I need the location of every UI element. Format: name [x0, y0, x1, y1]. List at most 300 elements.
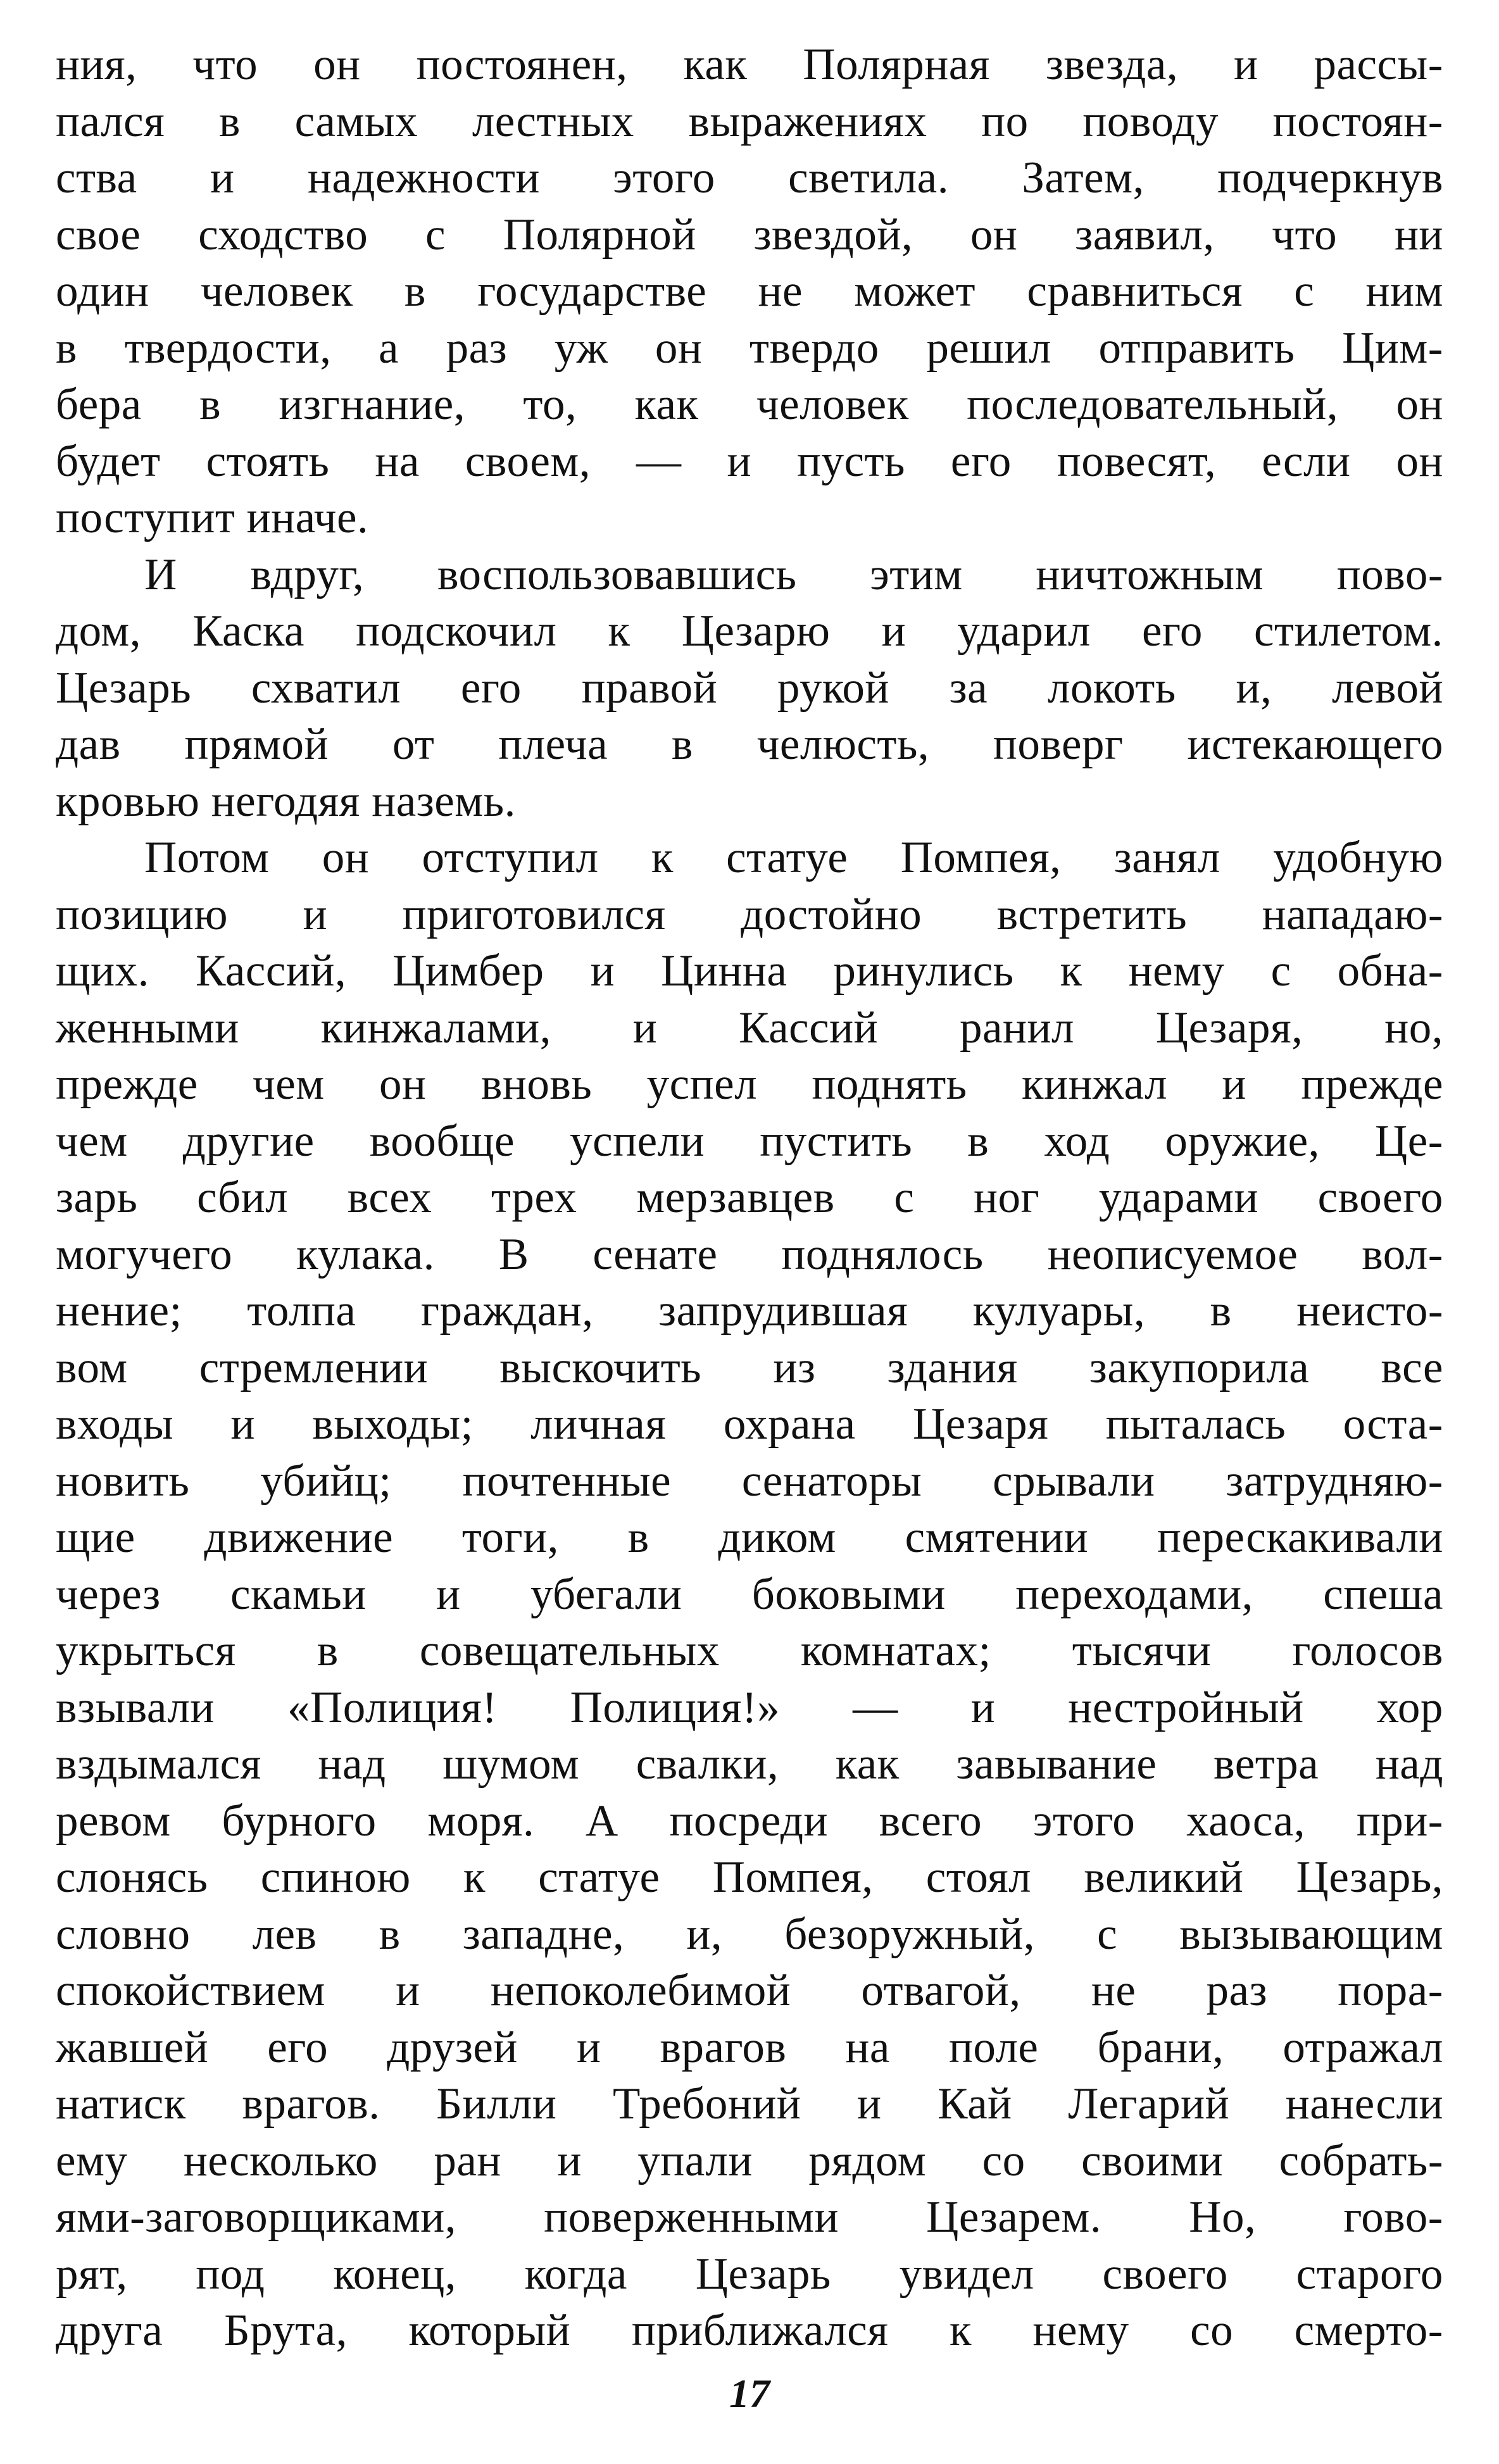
word: заявил,	[1075, 210, 1215, 260]
word: к	[651, 833, 674, 882]
word: позицию	[56, 889, 229, 939]
word: пора-	[1338, 1966, 1443, 2015]
word: не	[1091, 1966, 1136, 2015]
word: в	[56, 323, 78, 373]
word: и	[436, 1569, 461, 1619]
word: поверженными	[544, 2192, 839, 2242]
word: и	[303, 889, 328, 939]
word: раз	[1206, 1966, 1268, 2015]
word: своего	[1102, 2249, 1228, 2299]
word: —	[853, 1682, 898, 1732]
word: вол-	[1362, 1229, 1443, 1279]
word: ударами	[1098, 1173, 1258, 1222]
word: поверг	[993, 720, 1124, 769]
word: диком	[718, 1513, 836, 1562]
word: поводу	[1082, 96, 1219, 146]
text-line: поступит иначе.	[56, 493, 369, 542]
word: щие	[56, 1513, 135, 1562]
word: обна-	[1337, 946, 1443, 996]
word: перескакивали	[1157, 1513, 1443, 1562]
word: ревом	[56, 1796, 171, 1846]
page-body	[56, 37, 1443, 2360]
word: как	[683, 40, 748, 89]
word: кулуары,	[972, 1286, 1146, 1335]
word: сенате	[593, 1229, 718, 1279]
word: безоружный,	[784, 1909, 1036, 1959]
word: Цезаря,	[1155, 1003, 1303, 1053]
text-line	[56, 887, 1443, 944]
word: чем	[253, 1060, 325, 1109]
word: его	[1141, 606, 1203, 656]
word: свое	[56, 210, 141, 260]
word: закупорила	[1089, 1342, 1310, 1392]
word: в	[218, 96, 241, 146]
word: вновь	[480, 1060, 593, 1109]
word: слонясь	[56, 1853, 208, 1902]
text-line	[56, 1396, 1443, 1453]
word: отступил	[422, 833, 599, 882]
word: Полярная	[803, 40, 990, 89]
word: Потом	[144, 833, 270, 882]
word: поднялось	[781, 1229, 984, 1279]
word: в	[404, 266, 426, 316]
word: пыталась	[1105, 1399, 1286, 1449]
word: воспользовавшись	[437, 549, 797, 599]
word: и	[632, 1003, 658, 1053]
word: уж	[554, 323, 608, 373]
word: дом,	[56, 606, 141, 656]
word: статуе	[726, 833, 848, 882]
word: голосов	[1292, 1626, 1443, 1675]
word: отвагой,	[861, 1966, 1021, 2015]
word: увидел	[899, 2249, 1034, 2299]
word: вом	[56, 1342, 128, 1392]
word: то,	[523, 380, 577, 429]
word: Цезарю	[681, 606, 831, 656]
text-line	[56, 1170, 1443, 1227]
word: к	[463, 1853, 486, 1902]
text-line	[56, 1736, 1443, 1793]
word: твердости,	[124, 323, 332, 373]
word: нему	[1128, 946, 1225, 996]
word: врагов	[660, 2022, 787, 2072]
word: и	[881, 606, 906, 656]
word: спокойствием	[56, 1966, 325, 2015]
word: и	[396, 1966, 420, 2015]
word: левой	[1332, 663, 1443, 713]
text-line	[56, 2189, 1443, 2246]
word: могучего	[56, 1229, 233, 1279]
word: человек	[756, 380, 909, 429]
word: западне,	[462, 1909, 625, 1959]
word: старого	[1296, 2249, 1443, 2299]
word: и	[1222, 1060, 1246, 1109]
word: в	[671, 720, 693, 769]
word: этого	[1032, 1796, 1136, 1846]
word: нестройный	[1068, 1682, 1304, 1732]
word: пустить	[760, 1116, 913, 1166]
word: над	[1375, 1739, 1443, 1789]
text-line	[56, 377, 1443, 434]
word: спиною	[260, 1853, 411, 1902]
text-line	[56, 2020, 1443, 2077]
word: и	[970, 1682, 996, 1732]
word: граждан,	[420, 1286, 594, 1335]
word: поле	[948, 2022, 1039, 2072]
word: нанесли	[1285, 2079, 1443, 2129]
word: не	[758, 266, 803, 316]
word: но,	[1384, 1003, 1443, 1053]
word: стремлении	[199, 1342, 429, 1392]
word: спеша	[1323, 1569, 1443, 1619]
word: сравниться	[1027, 266, 1243, 316]
word: Цинна	[661, 946, 787, 996]
word: Кассий	[739, 1003, 879, 1053]
word: подскочил	[356, 606, 557, 656]
word: повесят,	[1057, 436, 1217, 486]
word: моря.	[427, 1796, 535, 1846]
word: твердо	[749, 323, 879, 373]
word: Требоний	[613, 2079, 801, 2129]
word: он	[313, 40, 361, 89]
word: по	[981, 96, 1029, 146]
word: государстве	[477, 266, 707, 316]
word: Цим-	[1342, 323, 1443, 373]
word: входы	[56, 1399, 174, 1449]
word: все	[1381, 1342, 1443, 1392]
text-line	[56, 37, 1443, 94]
word: приготовился	[402, 889, 666, 939]
word: словно	[56, 1909, 191, 1959]
word: встретить	[996, 889, 1188, 939]
word: что	[1272, 210, 1338, 260]
word: завывание	[956, 1739, 1157, 1789]
word: в	[317, 1626, 339, 1675]
text-line	[56, 150, 1443, 207]
word: с	[1294, 266, 1315, 316]
word: Затем,	[1022, 153, 1145, 203]
word: бурного	[222, 1796, 377, 1846]
text-line	[56, 2076, 1443, 2133]
word: и	[857, 2079, 882, 2129]
word: Цезарь	[56, 663, 192, 713]
text-line	[56, 1680, 1443, 1737]
word: ран	[434, 2136, 501, 2186]
word: вообще	[369, 1116, 515, 1166]
text-line	[56, 1793, 1443, 1850]
word: который	[408, 2306, 571, 2355]
text-line	[56, 434, 1443, 491]
word: правой	[581, 663, 718, 713]
word: пусть	[797, 436, 905, 486]
text-line	[56, 1000, 1443, 1057]
word: своими	[1081, 2136, 1224, 2186]
word: при-	[1356, 1796, 1443, 1846]
word: ветра	[1214, 1739, 1319, 1789]
word: один	[56, 266, 149, 316]
word: истекающего	[1187, 720, 1443, 769]
word: Помпея,	[712, 1853, 874, 1902]
word: он	[379, 1060, 427, 1109]
word: почтенные	[462, 1456, 672, 1506]
word: неисто-	[1296, 1286, 1443, 1335]
word: ему	[56, 2136, 128, 2186]
word: поднять	[812, 1060, 967, 1109]
word: стилетом.	[1253, 606, 1443, 656]
word: ни	[1394, 210, 1443, 260]
word: нему	[1032, 2306, 1129, 2355]
word: что	[192, 40, 258, 89]
word: своего	[1317, 1173, 1443, 1222]
word: переходами,	[1015, 1569, 1253, 1619]
word: дав	[56, 720, 121, 769]
word: удобную	[1273, 833, 1443, 882]
word: Помпея,	[900, 833, 1062, 882]
word: всех	[347, 1173, 432, 1222]
text-line	[56, 263, 1443, 320]
word: на	[375, 436, 420, 486]
word: тоги,	[461, 1513, 559, 1562]
word: отправить	[1098, 323, 1295, 373]
word: В	[498, 1229, 529, 1279]
word: своем,	[465, 436, 591, 486]
word: врагов.	[242, 2079, 380, 2129]
word: рукой	[777, 663, 889, 713]
word: Цезарем.	[926, 2192, 1102, 2242]
word: сбил	[197, 1173, 289, 1222]
word: он	[1396, 380, 1443, 429]
word: упали	[637, 2136, 753, 2186]
text-line	[56, 1963, 1443, 2020]
word: как	[835, 1739, 900, 1789]
word: смерто-	[1294, 2306, 1443, 2355]
word: решил	[926, 323, 1051, 373]
word: взывали	[56, 1682, 215, 1732]
word: смятении	[905, 1513, 1089, 1562]
word: к	[949, 2306, 972, 2355]
word: и,	[686, 1909, 723, 1959]
word: собрать-	[1279, 2136, 1443, 2186]
word: Легарий	[1068, 2079, 1230, 2129]
word: женными	[56, 1003, 239, 1053]
word: тысячи	[1072, 1626, 1212, 1675]
text-line	[56, 943, 1443, 1000]
text-line	[56, 1453, 1443, 1510]
word: хаоса,	[1186, 1796, 1306, 1846]
word: рядом	[808, 2136, 927, 2186]
word: и	[576, 2022, 601, 2072]
word: ранил	[959, 1003, 1074, 1053]
text-line	[56, 603, 1443, 660]
word: и,	[1236, 663, 1272, 713]
word: а	[379, 323, 399, 373]
text-line	[56, 320, 1443, 377]
word: и	[230, 1399, 255, 1449]
word: комнатах;	[800, 1626, 991, 1675]
text-line	[56, 207, 1443, 264]
word: ног	[974, 1173, 1040, 1222]
word: скамьи	[230, 1569, 367, 1619]
paragraph-2	[56, 547, 1443, 830]
word: прежде	[56, 1060, 198, 1109]
word: «Полиция!	[287, 1682, 498, 1732]
word: с	[1097, 1909, 1118, 1959]
paragraph-3	[56, 830, 1443, 2360]
word: пался	[56, 96, 165, 146]
word: гово-	[1343, 2192, 1443, 2242]
word: пово-	[1336, 549, 1443, 599]
word: посреди	[669, 1796, 829, 1846]
text-line	[56, 1227, 1443, 1284]
word: изгнание,	[279, 380, 465, 429]
text-line	[56, 1113, 1443, 1170]
word: свалки,	[636, 1739, 779, 1789]
page-number: 17	[729, 2371, 770, 2416]
text-line	[56, 2133, 1443, 2190]
text-line	[56, 547, 1443, 604]
word: звезда,	[1045, 40, 1179, 89]
word: рят,	[56, 2249, 128, 2299]
word: в	[627, 1513, 649, 1562]
word: оста-	[1343, 1399, 1443, 1449]
word: друга	[56, 2306, 163, 2355]
word: боковыми	[751, 1569, 946, 1619]
text-line	[56, 1849, 1443, 1906]
word: совещательных	[419, 1626, 720, 1675]
word: вдруг,	[250, 549, 365, 599]
word: раз	[446, 323, 508, 373]
word: в	[379, 1909, 401, 1959]
word: может	[854, 266, 976, 316]
word: личная	[530, 1399, 667, 1449]
word: ства	[56, 153, 137, 203]
text-line	[56, 1340, 1443, 1397]
word: и	[1234, 40, 1258, 89]
word: кулака.	[296, 1229, 435, 1279]
word: над	[318, 1739, 386, 1789]
word: убегали	[530, 1569, 682, 1619]
word: его	[950, 436, 1012, 486]
paragraph-1	[56, 37, 1443, 547]
word: звездой,	[753, 210, 913, 260]
word: другие	[182, 1116, 315, 1166]
word: щих.	[56, 946, 149, 996]
word: этим	[870, 549, 963, 599]
word: Цезарь,	[1296, 1853, 1443, 1902]
word: вздымался	[56, 1739, 261, 1789]
word: Билли	[436, 2079, 557, 2129]
word: охрана	[723, 1399, 856, 1449]
text-line	[56, 1623, 1443, 1680]
word: всего	[879, 1796, 982, 1846]
word: —	[636, 436, 682, 486]
word: в	[1210, 1286, 1232, 1335]
word: укрыться	[56, 1626, 236, 1675]
word: приближался	[631, 2306, 889, 2355]
word: А	[586, 1796, 618, 1846]
word: затрудняю-	[1226, 1456, 1443, 1506]
word: Полиция!»	[570, 1682, 781, 1732]
word: локоть	[1047, 663, 1176, 713]
word: человек	[200, 266, 353, 316]
word: ринулись	[833, 946, 1014, 996]
word: конец,	[333, 2249, 456, 2299]
word: мерзавцев	[636, 1173, 835, 1222]
text-line: кровью негодяя наземь.	[56, 776, 516, 826]
word: он	[322, 833, 370, 882]
text-line	[56, 2303, 1443, 2360]
word: стоял	[925, 1853, 1032, 1902]
word: друзей	[387, 2022, 518, 2072]
word: запрудившая	[658, 1286, 908, 1335]
word: зарь	[56, 1173, 138, 1222]
word: успел	[646, 1060, 758, 1109]
word: выражениях	[688, 96, 927, 146]
word: со	[1190, 2306, 1234, 2355]
word: выскочить	[499, 1342, 702, 1392]
word: ничтожным	[1036, 549, 1264, 599]
word: Цезаря	[912, 1399, 1049, 1449]
word: Брута,	[223, 2306, 348, 2355]
text-line	[56, 2246, 1443, 2303]
word: чем	[56, 1116, 128, 1166]
word: он	[970, 210, 1018, 260]
word: он	[655, 323, 703, 373]
text-line	[56, 1567, 1443, 1623]
word: за	[949, 663, 988, 713]
word: и	[557, 2136, 582, 2186]
word: лев	[252, 1909, 317, 1959]
word: прежде	[1301, 1060, 1443, 1109]
word: и	[727, 436, 752, 486]
word: челюсть,	[756, 720, 930, 769]
word: великий	[1084, 1853, 1244, 1902]
word: ния,	[56, 40, 137, 89]
word: плеча	[498, 720, 608, 769]
word: ударил	[957, 606, 1091, 656]
word: оружие,	[1165, 1116, 1320, 1166]
word: кинжал	[1021, 1060, 1168, 1109]
word: подчеркнув	[1217, 153, 1443, 203]
word: толпа	[247, 1286, 356, 1335]
word: ями-заговорщиками,	[56, 2192, 456, 2242]
word: будет	[56, 436, 161, 486]
word: этого	[613, 153, 715, 203]
word: натиск	[56, 2079, 186, 2129]
text-line	[56, 1510, 1443, 1567]
word: жавшей	[56, 2022, 209, 2072]
word: он	[1396, 436, 1443, 486]
word: несколько	[183, 2136, 378, 2186]
text-line	[56, 716, 1443, 773]
word: непоколебимой	[490, 1966, 791, 2015]
word: Каска	[192, 606, 304, 656]
word: прямой	[184, 720, 329, 769]
word: И	[144, 549, 177, 599]
word: последовательный,	[967, 380, 1339, 429]
word: Кай	[938, 2079, 1012, 2129]
word: в	[967, 1116, 989, 1166]
word: к	[1060, 946, 1082, 996]
word: через	[56, 1569, 161, 1619]
word: неописуемое	[1047, 1229, 1298, 1279]
word: кинжалами,	[320, 1003, 551, 1053]
word: схватил	[251, 663, 401, 713]
word: светила.	[788, 153, 949, 203]
word: Це-	[1374, 1116, 1443, 1166]
word: срывали	[993, 1456, 1155, 1506]
word: нападаю-	[1262, 889, 1443, 939]
